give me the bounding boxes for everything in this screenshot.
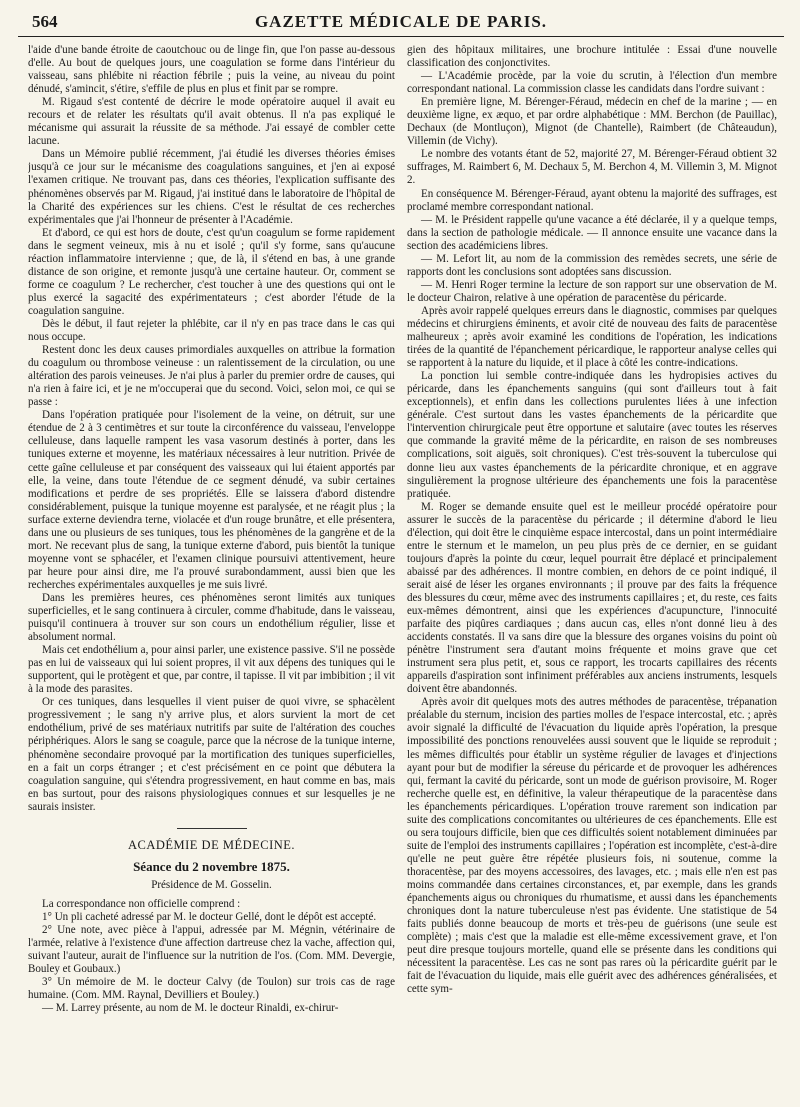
paragraph: Dans l'opération pratiquée pour l'isolement de la veine, on détruit, sur une étendue de 2 à 3 centimètres et sur toute la circonférence du vaisseau, l'enveloppe celluleuse, dans laquelle rampent les vasa vasorum destinés à porter, dans les tuniques externe et moyenne, les matériaux nécessaires à leur nutrition. Privée de cette gaîne celluleuse et par conséquent des vaisseaux qui lui étaient apportés par elle, la veine, dans toute l'étendue de ce segment dénudé, va subir certaines modifications et perdre de ses propriétés. Elle se laissera d'abord distendre considérablement, puisque la tunique moyenne est paralysée, et ne réagit plus ; la surface externe deviendra terne, violacée et d'un rouge brunâtre, et elle présentera, dans une ou plusieurs de ses tuniques, tous les phénomènes de la gangrène et de la mort. Ne recevant plus de sang, la tunique externe d'abord, puis bientôt la tunique moyenne vont se sphacéler, et l'examen clinique poursuivi attentivement, heure par heure pour ainsi dire, me l'a prouvé surabondamment, aussi bien que les recherches expérimentales auxquelles je me suis livré. [28,409,395,591]
paragraph: — M. Lefort lit, au nom de la commission des remèdes secrets, une série de rapports dont les conclusions sont adoptées sans discussion. [407,252,777,278]
page-number: 564 [32,12,58,31]
left-column [28,44,395,1100]
paragraph: l'aide d'une bande étroite de caoutchouc ou de linge fin, que l'on passe au-dessous d'elle. Au bout de quelques jours, une coagulation se forme dans l'intérieur du vaisseau, sans phlébite ni réaction fébrile ; puis la veine, au niveau du point dénudé, s'amincit, s'étire, s'effile de plus en plus et finit par se rompre. [28,44,395,96]
right-column [407,44,777,1100]
paragraph: Dans les premières heures, ces phénomènes seront limités aux tuniques superficielles, et le sang continuera à circuler, comme d'habitude, dans le vaisseau, puisqu'il continuera à trouver sur son cours un endothélium régulier, lisse et absolument normal. [28,591,395,644]
paragraph: En conséquence M. Bérenger-Féraud, ayant obtenu la majorité des suffrages, est proclamé membre correspondant national. [407,187,777,213]
paragraph: Restent donc les deux causes primordiales auxquelles on attribue la formation du coagulum ou thrombose veineuse : un ralentissement de la circulation, ou une altération des parois veineuses. Je n'ai plus à parler du premier ordre de causes, qui n'a rien à faire ici, et je ne m'occuperai que du second. Voici, selon moi, ce qui se passe : [28,344,395,409]
paragraph: Dès le début, il faut rejeter la phlébite, car il n'y en pas trace dans le cas qui nous occupe. [28,317,395,344]
journal-title: GAZETTE MÉDICALE DE PARIS. [254,12,548,31]
paragraph: Or ces tuniques, dans lesquelles il vient puiser de quoi vivre, se sphacèlent progressivement ; le sang n'y arrive plus, et alors survient la mort de cet endothélium, privé de ses matériaux nutritifs par suite de l'altération des couches périphériques. Alors le sang se coagule, parce que la nécrose de la tunique interne, phénomène secondaire provoqué par la mortification des tuniques superficielles, en a fait un corps étranger ; et c'est précisément en ce point que débutera la coagulation sanguine, qui s'étendra progressivement, en haut comme en bas, mais en bas surtout, pour des raisons physiologiques connues et sur lesquelles je ne saurais insister. [28,696,395,813]
paragraph: gien des hôpitaux militaires, une brochure intitulée : Essai d'une nouvelle classification des conjonctivites. [407,44,777,70]
section-title: ACADÉMIE DE MÉDECINE. [127,837,296,852]
paragraph: Après avoir rappelé quelques erreurs dans le diagnostic, commises par quelques médecins et chirurgiens éminents, et avoir cité de nouveau des faits de paracentèse malheureux ; après avoir examiné les conditions de l'opération, les indications tirées de la quantité de l'épanchement péricardique, le rapporteur analyse celles qui se rapportent à la nature du liquide, et il place à côté les contre-indications. [407,304,777,370]
presidency-line: Présidence de M. Gosselin. [151,878,272,891]
paragraph: En première ligne, M. Bérenger-Féraud, médecin en chef de la marine ; — en deuxième ligne, ex æquo, et par ordre alphabétique : MM. Berchon (de Pauillac), Dechaux (de Montluçon), Mignot (de Chantelle), Raimbert (de Châteaudun), Villemin (de Vichy). [407,96,777,148]
paragraph: — L'Académie procède, par la voie du scrutin, à l'élection d'un membre correspondant national. La commission classe les candidats dans l'ordre suivant : [407,70,777,96]
paragraph: Le nombre des votants étant de 52, majorité 27, M. Bérenger-Féraud obtient 32 suffrages, M. Raimbert 6, M. Dechaux 5, M. Berchon 4, M. Villemin 3, M. Mignot 2. [407,148,777,187]
paragraph: Mais cet endothélium a, pour ainsi parler, une existence passive. S'il ne possède pas en lui de vaisseaux qui lui soient propres, il vit aux dépens des tuniques qui le supportent, qui le protègent et que, par contre, il tapisse. Il vit par imbibition ; il vit à la mode des parasites. [28,644,395,696]
paragraph: La ponction lui semble contre-indiquée dans les hydropisies actives du péricarde, dans les épanchements sanguins (qui sont d'ailleurs tout à fait exceptionnels), et enfin dans les collections purulentes liées à une infection générale. C'est surtout dans les vastes épanchements de la péricardite que l'intervention chirurgicale peut être opportune et salutaire (avec toutes les réserves que commande la gravité même de la péricardite, en raison de ses nombreuses complications, soit aiguës, soit chroniques). C'est très-souvent la tuberculose qui donne lieu aux vastes épanchements de la péricardite chronique, et en aggrave singulièrement la prognose ultérieure des épanchements une fois la paracentèse pratiquée. [407,370,777,500]
paragraph: — M. Larrey présente, au nom de M. le docteur Rinaldi, ex-chirur- [42,1002,339,1015]
paragraph: — M. Henri Roger termine la lecture de son rapport sur une observation de M. le docteur Chairon, relative à une opération de paracentèse du péricarde. [407,278,777,304]
paragraph: 1° Un pli cacheté adressé par M. le docteur Gellé, dont le dépôt est accepté. [42,910,377,923]
paragraph: Après avoir dit quelques mots des autres méthodes de paracentèse, trépanation préalable du sternum, incision des parties molles de l'espace intercostal, etc. ; après avoir signalé la difficulté de l'évacuation du liquide après l'opération, la presque impossibilité des ponctions renouvelées aussi souvent que le liquide se reproduit ; les mêmes difficultés pour établir un système régulier de lavages et d'injections ayant pour but de modifier la séreuse du péricarde et de provoquer les adhérences qui, fermant la cavité du péricarde, sont un mode de guérison provisoire, M. Roger recherche quelle est, en définitive, la valeur thérapeutique de la paracentèse dans les épanchements péricardiques. L'opération trouve rarement son indication par suite des complications concomitantes ou ultérieures de ces épanchements. Elle est ou sera toujours difficile, bien que ces difficultés soient notablement diminuées par suite de l'emploi des instruments capillaires ; l'opération est incomplète, c'est-à-dire qu'elle ne peut guère être répétée plusieurs fois, ni soutenue, comme la thoracentèse, par des moyens accessoires, des lavages, etc. ; mais elle n'en est pas moins commandée dans certaines circonstances, et, par exemple, dans les grands épanchements aigus ou chroniques du rhumatisme, et aussi dans les épanchements chroniques dont la nature tuberculeuse n'est pas évidente. Une statistique de 54 faits publiés donne beaucoup de morts et très-peu de guérisons (une seule est complète) ; mais c'est que la maladie est elle-même excessivement grave, et l'on peut dire presque toujours mortelle, quand elle se présente dans les conditions qui nécessitent la paracentèse. Les cas ne sont pas rares où la péricardite guérit par le fait de l'évacuation du liquide, mais elle guérit avec des adhérences généralisées, et cette sym- [407,696,777,996]
section-divider [177,828,247,829]
paragraph: M. Rigaud s'est contenté de décrire le mode opératoire auquel il avait eu recours et de relater les résultats qu'il avait obtenus. Il n'a pas expliqué le mécanisme qui assurait la réussite de sa méthode. J'ai essayé de combler cette lacune. [28,96,395,148]
right-column-text [407,44,777,996]
page-header [18,10,784,37]
session-title: Séance du 2 novembre 1875. [133,858,290,874]
page [18,10,784,1100]
left-column-text [28,44,395,814]
correspondence-text [28,898,395,1015]
paragraph: La correspondance non officielle comprend : [42,897,241,910]
paragraph: — M. le Président rappelle qu'une vacance a été déclarée, il y a quelque temps, dans la section de pathologie médicale. — Il annonce ensuite une vacance dans la section des académiciens libres. [407,213,777,252]
paragraph: Et d'abord, ce qui est hors de doute, c'est qu'un coagulum se forme rapidement dans le segment veineux, mis à nu et isolé ; qu'il s'y forme, sans qu'aucune réaction inflammatoire intervienne ; que, de là, il s'étend en bas, à une grande distance de son origine, et remonte jusqu'à une certaine hauteur. Or, comment se forme ce coagulum ? Le rechercher, c'est toucher à une des questions qui ont le plus exercé la sagacité des expérimentateurs ; c'est aborder l'étude de la coagulation sanguine. [28,226,395,317]
paragraph: 3° Un mémoire de M. le docteur Calvy (de Toulon) sur trois cas de rage humaine. (Com. MM. Raynal, Devilliers et Bouley.) [28,976,395,1002]
paragraph: 2° Une note, avec pièce à l'appui, adressée par M. Mégnin, vétérinaire de l'armée, relative à l'existence d'une affection dartreuse chez la vache, affection qui, suivant l'auteur, aurait de l'influence sur la nutrition de l'os. (Com. MM. Devergie, Bouley et Goubaux.) [28,924,395,976]
paragraph: M. Roger se demande ensuite quel est le meilleur procédé opératoire pour assurer le succès de la paracentèse du péricarde ; il détermine d'abord le lieu d'élection, qui doit être le cinquième espace intercostal, dans un point intermédiaire entre le sternum et le mamelon, un peu plus près de ce dernier, en se guidant toujours d'après la pointe du cœur, lequel pourrait être déplacé et principalement abaissé par des adhérences. Il montre combien, en dehors de ce point indiqué, il serait aisé de léser les organes environnants ; il prouve par des faits la fréquence des blessures du cœur, même avec des instruments capillaires ; et, du reste, ces faits eux-mêmes démontrent, ainsi que les expériences d'acupuncture, l'innocuité parfaite des piqûres cardiaques ; dans aucun cas, elles n'ont donné lieu à des accidents constatés. Il va sans dire que la blessure des organes voisins du point où pénètre l'instrument sera d'autant moins fréquente et moins grave que cet instrument sera plus petit, et, sous ce rapport, les trocarts capillaires des récents appareils d'aspiration sont infiniment préférables aux anciens instruments, lesquels doivent être abandonnés. [407,500,777,696]
article-columns [18,44,784,1100]
paragraph: Dans un Mémoire publié récemment, j'ai étudié les diverses théories émises jusqu'à ce jour sur le mécanisme des coagulations sanguines, et j'en ai exposé l'examen critique. Ne trouvant pas, dans ces théories, l'explication suffisante des phénomènes observés par M. Rigaud, j'ai institué dans le laboratoire de l'hôpital de la Charité des expériences sur les chiens. C'est le résultat de ces recherches expérimentales que j'ai l'honneur de présenter à l'Académie. [28,148,395,226]
